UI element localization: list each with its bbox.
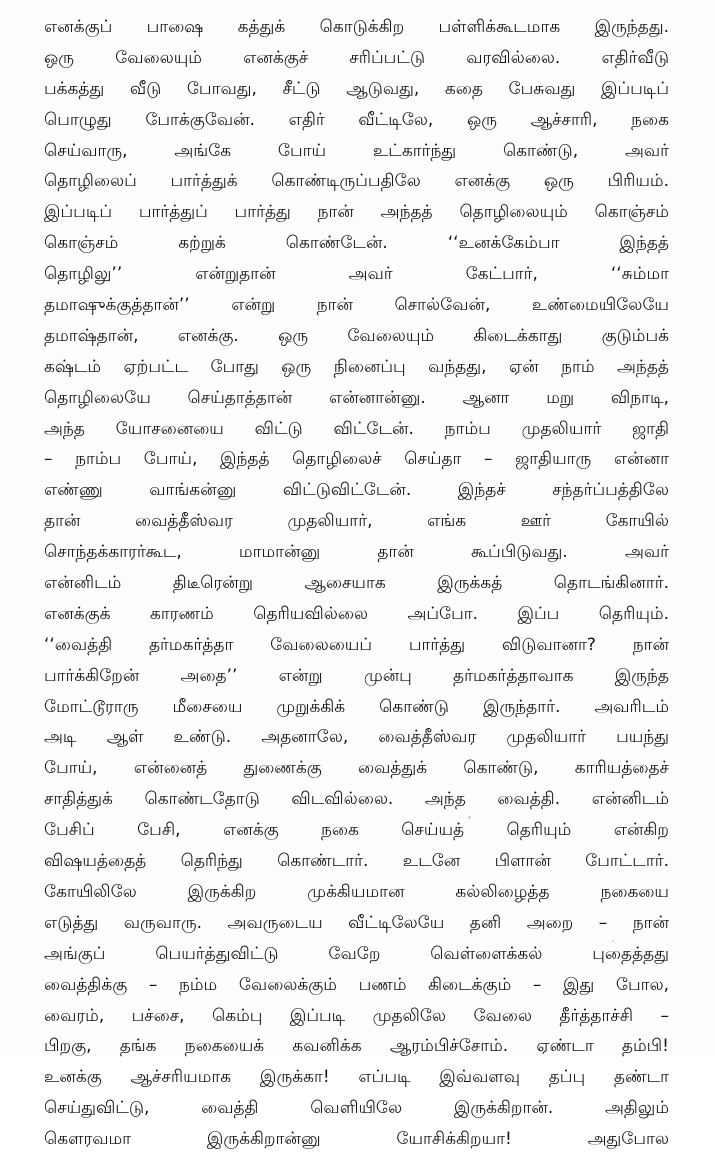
text-line-7: இப்படிப் பார்த்துப் பார்த்து நான் அந்தத் தொழிலையும் கொஞ்சம் <box>44 202 669 223</box>
text-line-5: செய்வாரு, அங்கே போய் உட்கார்ந்து கொண்டு, அவர் <box>44 140 669 161</box>
text-line-17: தான் வைத்தீஸ்வர முதலியார், எங்க ஊர் கோயில் <box>44 511 669 532</box>
text-line-25: போய், என்னைத் துணைக்கு வைத்துக் கொண்டு, காரியத்தைச் <box>44 758 669 779</box>
text-line-23: மோட்டூராரு மீசையை முறுக்கிக் கொண்டு இருந்தார். அவரிடம் <box>44 696 669 717</box>
text-line-34: பிறகு, தங்க நகையைக் கவனிக்க ஆரம்பிச்சோம். ஏண்டா தம்பி! <box>44 1036 669 1057</box>
text-line-28: விஷயத்தைத் தெரிந்து கொண்டார். உடனே பிளான் போட்டார். <box>44 851 669 872</box>
text-line-11: தமாஷ்தான், எனக்கு. ஒரு வேலையும் கிடைக்காது குடும்பக் <box>44 325 669 346</box>
text-line-19: என்னிடம் திடீரென்று ஆசையாக இருக்கத் தொடங்கினார். <box>44 573 669 594</box>
text-line-8: கொஞ்சம் கற்றுக் கொண்டேன். ‘‘உனக்கேம்பா இந்தத் <box>44 233 669 254</box>
text-line-21: ‘‘வைத்தி தர்மகர்த்தா வேலையைப் பார்த்து விடுவானா? நான் <box>44 634 669 655</box>
scan-speck <box>612 940 614 942</box>
text-line-15: – நாம்ப போய், இந்தத் தொழிலைச் செய்தா – ஜாதியாரு என்னா <box>44 449 669 470</box>
text-line-36: செய்துவிட்டு, வைத்தி வெளியிலே இருக்கிறான். அதிலும் <box>44 1098 669 1119</box>
text-line-20: எனக்குக் காரணம் தெரியவில்லை அப்போ. இப்ப தெரியும். <box>44 603 669 624</box>
text-line-37: கௌரவமா இருக்கிறான்னு யோசிக்கிறயா! அதுபோல <box>44 1129 669 1150</box>
text-line-18: சொந்தக்காரர்கூட, மாமான்னு தான் கூப்பிடுவது. அவர் <box>44 542 669 563</box>
text-line-29: கோயிலிலே இருக்கிற முக்கியமான கல்லிழைத்த நகையை <box>44 881 669 902</box>
text-line-13: தொழிலையே செய்தாத்தான் என்னான்னு. ஆனா மறு விநாடி, <box>44 387 669 408</box>
text-line-2: ஒரு வேலையும் எனக்குச் சரிப்பட்டு வரவில்லை. எதிர்வீடு <box>44 47 669 68</box>
body-text <box>44 12 669 1155</box>
text-line-4: பொழுது போக்குவேன். எதிர் வீட்டிலே, ஒரு ஆச்சாரி, நகை <box>44 109 669 130</box>
text-line-1: எனக்குப் பாஷை கத்துக் கொடுக்கிற பள்ளிக்கூடமாக இருந்தது. <box>44 17 669 37</box>
text-line-6: தொழிலைப் பார்த்துக் கொண்டிருப்பதிலே எனக்கு ஒரு பிரியம். <box>44 171 669 192</box>
text-line-12: கஷ்டம் ஏற்பட்ட போது ஒரு நினைப்பு வந்தது, ஏன் நாம் அந்தத் <box>44 356 669 377</box>
text-line-24: அடி ஆள் உண்டு. அதனாலே, வைத்தீஸ்வர முதலியார் பயந்து <box>44 727 669 748</box>
text-line-22: பார்க்கிறேன் அதை’’ என்று முன்பு தர்மகர்த்தாவாக இருந்த <box>44 665 669 686</box>
text-line-10: தமாஷுக்குத்தான்’’ என்று நான் சொல்வேன், உண்மையிலேயே <box>44 295 669 316</box>
text-line-14: அந்த யோசனையை விட்டு விட்டேன். நாம்ப முதலியார் ஜாதி <box>44 418 669 439</box>
text-line-32: வைத்திக்கு – நம்ம வேலைக்கும் பணம் கிடைக்கும் – இது போல, <box>44 974 669 995</box>
text-line-3: பக்கத்து வீடு போவது, சீட்டு ஆடுவது, கதை பேசுவது இப்படிப் <box>44 78 669 99</box>
text-line-35: உனக்கு ஆச்சரியமாக இருக்கா! எப்படி இவ்வளவு தப்பு தண்டா <box>44 1067 669 1088</box>
scan-speck <box>468 816 471 819</box>
text-line-26: சாதித்துக் கொண்டதோடு விடவில்லை. அந்த வைத்தி. என்னிடம் <box>44 789 669 810</box>
text-line-16: எண்ணு வாங்கன்னு விட்டுவிட்டேன். இந்தச் சந்தர்ப்பத்திலே <box>44 480 669 501</box>
text-line-27: பேசிப் பேசி, எனக்கு நகை செய்யத் தெரியும் என்கிற <box>44 820 669 841</box>
text-line-30: எடுத்து வருவாரு. அவருடைய வீட்டிலேயே தனி அறை – நான் <box>44 912 669 933</box>
text-line-31: அங்குப் பெயர்த்துவிட்டு வேறே வெள்ளைக்கல் புதைத்தது <box>44 943 669 964</box>
text-line-9: தொழிலு’’ என்றுதான் அவர் கேட்பார், ‘‘சும்மா <box>44 264 669 285</box>
text-line-33: வைரம், பச்சை, கெம்பு இப்படி முதலிலே வேலை தீர்த்தாச்சி – <box>44 1005 669 1026</box>
